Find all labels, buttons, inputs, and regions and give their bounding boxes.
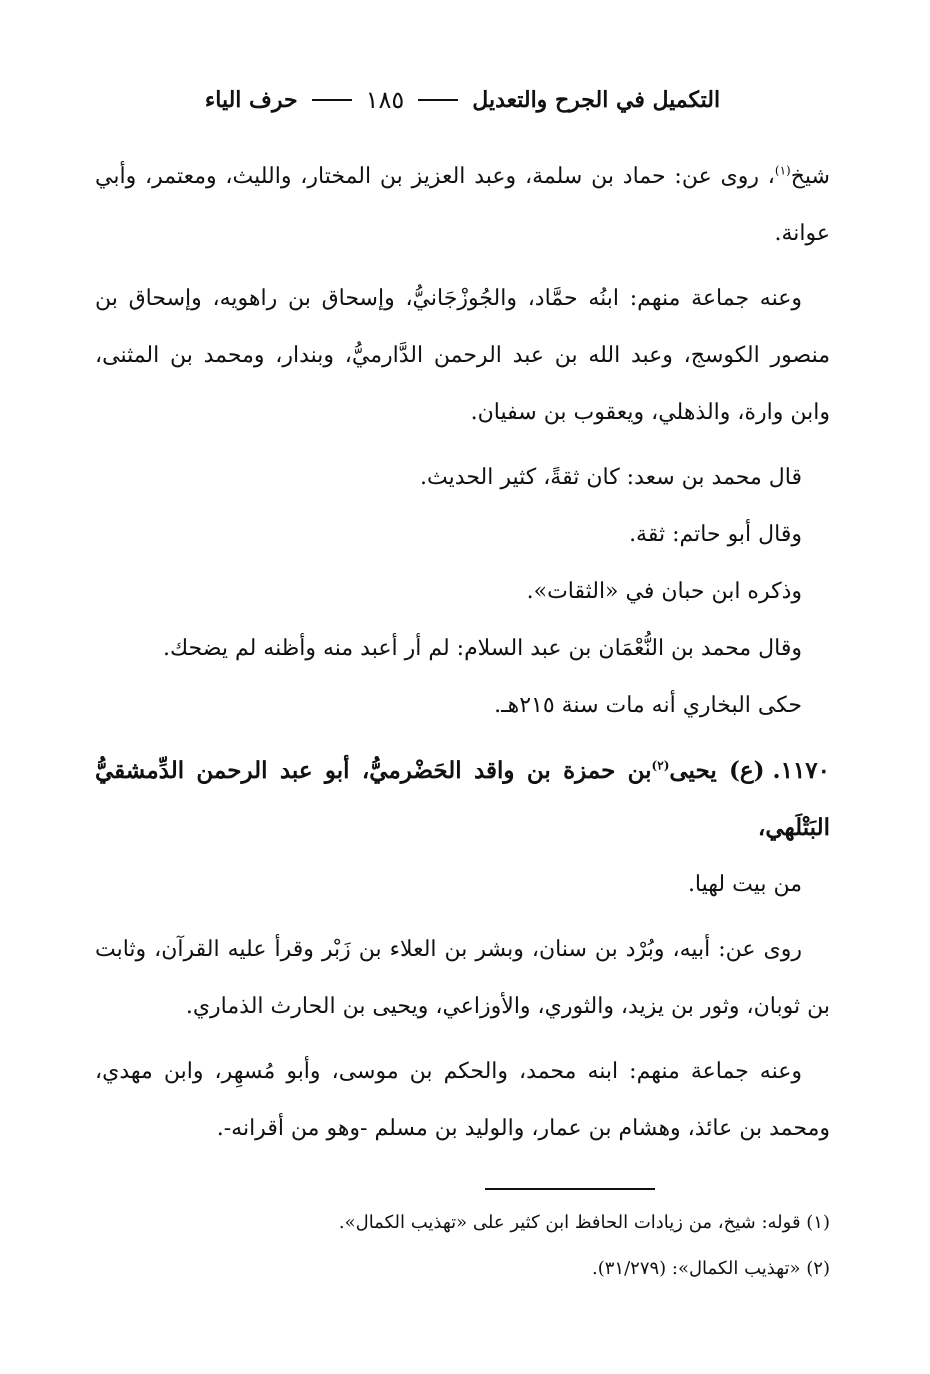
paragraph: وقال أبو حاتم: ثقة. (629, 522, 802, 547)
footnotes (95, 1200, 830, 1292)
paragraph: وقال محمد بن النُّعْمَان بن عبد السلام: لم أر أعبد منه وأظنه لم يضحك. (163, 636, 802, 661)
footnote-marker[interactable]: (١) (774, 163, 791, 178)
entry-name: يحيى (669, 757, 717, 784)
paragraph: وذكره ابن حبان في «الثقات». (526, 579, 802, 604)
footnote-1: (١) قوله: شيخ، من زيادات الحافظ ابن كثير على «تهذيب الكمال». (338, 1212, 830, 1233)
header-dash (418, 99, 458, 101)
footnote-marker[interactable]: (٢) (651, 758, 670, 773)
entry-code: (ع) (729, 757, 765, 784)
header-dash (312, 99, 352, 101)
body-text (95, 148, 830, 1157)
paragraph: قال محمد بن سعد: كان ثقةً، كثير الحديث. (420, 465, 802, 490)
footnote-separator (485, 1188, 655, 1190)
chapter-title: حرف الياء (204, 87, 298, 113)
paragraph: روى عن: أبيه، وبُرْد بن سنان، وبشر بن العلاء بن زَبْر وقرأ عليه القرآن، وثابت بن ثوبان، وثور بن يزيد، والثوري، والأوزاعي، ويحيى بن الحارث الذماري. (95, 937, 830, 1019)
entry-heading (95, 742, 830, 856)
paragraph: حكى البخاري أنه مات سنة ٢١٥هـ. (494, 693, 802, 718)
paragraph: وعنه جماعة منهم: ابنُه حمَّاد، والجُوزْجَانيُّ، وإسحاق بن راهويه، وإسحاق بن منصور الكوسج، وعبد الله بن عبد الرحمن الدَّارميُّ، وبندار، ومحمد بن المثنى، وابن وارة، والذهلي، ويعقوب بن سفيان. (95, 286, 830, 425)
word-sheikh: شيخ (790, 164, 830, 189)
entry-subline: من بيت لهيا. (687, 872, 802, 897)
entry-number: ١١٧٠. (772, 757, 830, 784)
book-title: التكميل في الجرح والتعديل (472, 87, 721, 113)
entry-name-rest: بن حمزة بن واقد الحَضْرميُّ، أبو عبد الرحمن الدِّمشقيُّ البَتْلَهي، (95, 757, 830, 841)
paragraph: وعنه جماعة منهم: ابنه محمد، والحكم بن موسى، وأبو مُسهِر، وابن مهدي، ومحمد بن عائذ، وهشام بن عمار، والوليد بن مسلم -وهو من أقرانه-. (95, 1059, 830, 1141)
paragraph (95, 148, 830, 262)
page-number: ١٨٥ (365, 86, 405, 114)
footnote-2: (٢) «تهذيب الكمال»: (٣١/٢٧٩). (592, 1258, 830, 1279)
paragraph-text: ، روى عن: حماد بن سلمة، وعبد العزيز بن المختار، والليث، ومعتمر، وأبي عوانة. (95, 164, 830, 246)
book-page (95, 78, 830, 1165)
running-header (95, 78, 830, 122)
